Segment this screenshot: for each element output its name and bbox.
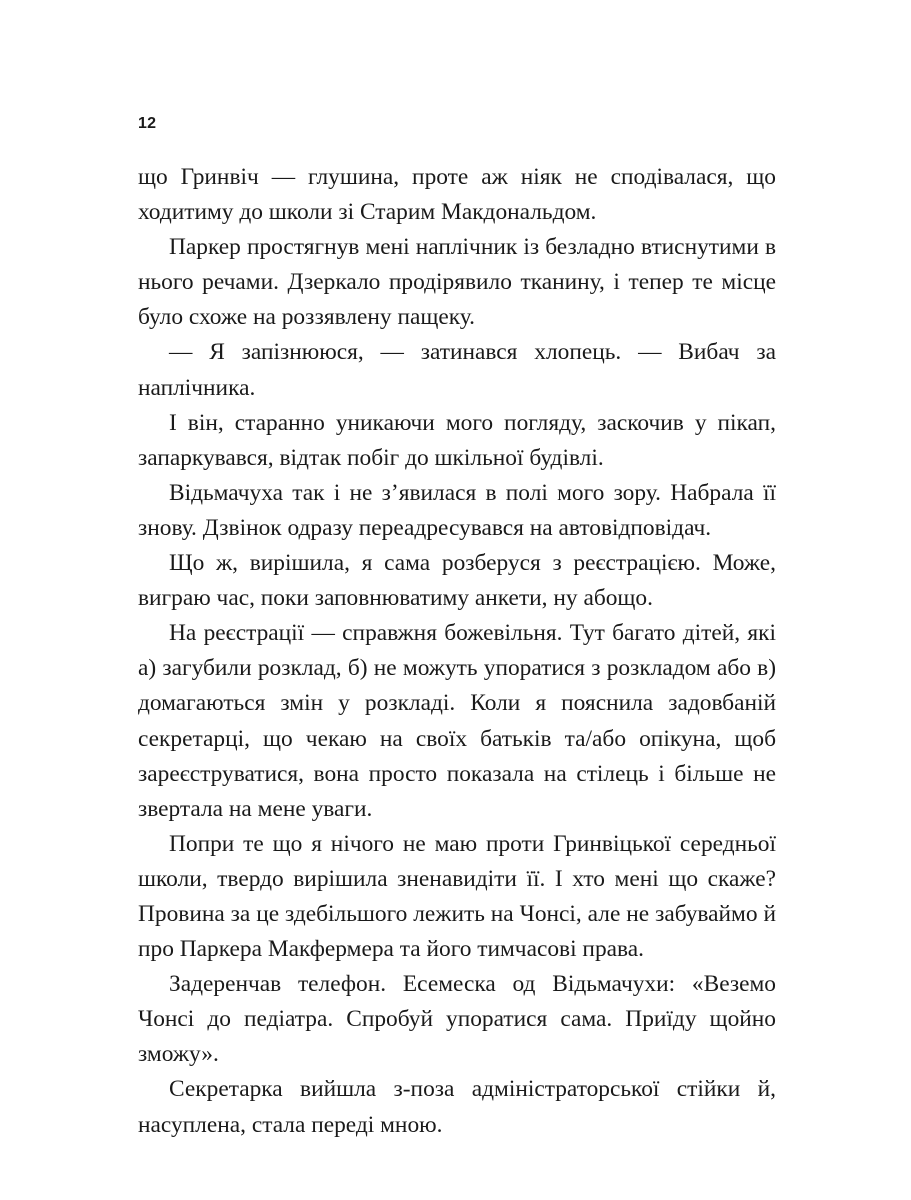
paragraph: Відьмачуха так і не з’явилася в полі мого зору. Набрала її знову. Дзвінок одразу переадресувався на автовідповідач. [138,479,776,541]
paragraph: — Я запізнююся, — затинався хлопець. — Вибач за наплічника. [138,339,776,401]
paragraph: Задеренчав телефон. Есемеска од Відьмачухи: «Веземо Чонсі до педіатра. Спробуй упоратися сама. Приїду щойно зможу». [138,971,776,1068]
paragraph: Попри те що я нічого не маю проти Гринвіцької середньої школи, твердо вирішила зненавидіти її. І хто мені що скаже? Провина за це здебільшого лежить на Чонсі, але не забуваймо й про Паркера Макфермера та його тимчасові права. [138,830,776,963]
paragraph: І він, старанно уникаючи мого погляду, заскочив у пікап, запаркувався, відтак побіг до шкільної будівлі. [138,409,776,471]
body-text-block [138,160,776,1143]
page-number: 12 [138,115,157,132]
paragraph: Що ж, вирішила, я сама розберуся з реєстрацією. Може, виграю час, поки заповнюватиму анкети, ну абощо. [138,550,776,612]
paragraph: Секретарка вийшла з-поза адміністраторської стійки й, насуплена, стала переді мною. [138,1076,776,1138]
paragraph: На реєстрації — справжня божевільня. Тут багато дітей, які а) загубили розклад, б) не можуть упоратися з розкладом або в) домагаються змін у розкладі. Коли я пояснила задовбаній секретарці, що чекаю на своїх батьків та/або опікуна, щоб зареєструватися, вона просто показала на стілець і більше не звертала на мене уваги. [138,620,776,822]
paragraph: що Гринвіч — глушина, проте аж ніяк не сподівалася, що ходитиму до школи зі Старим Макдональдом. [138,164,776,226]
paragraph: Паркер простягнув мені наплічник із безладно втиснутими в нього речами. Дзеркало продірявило тканину, і тепер те місце було схоже на роззявлену пащеку. [138,234,776,331]
